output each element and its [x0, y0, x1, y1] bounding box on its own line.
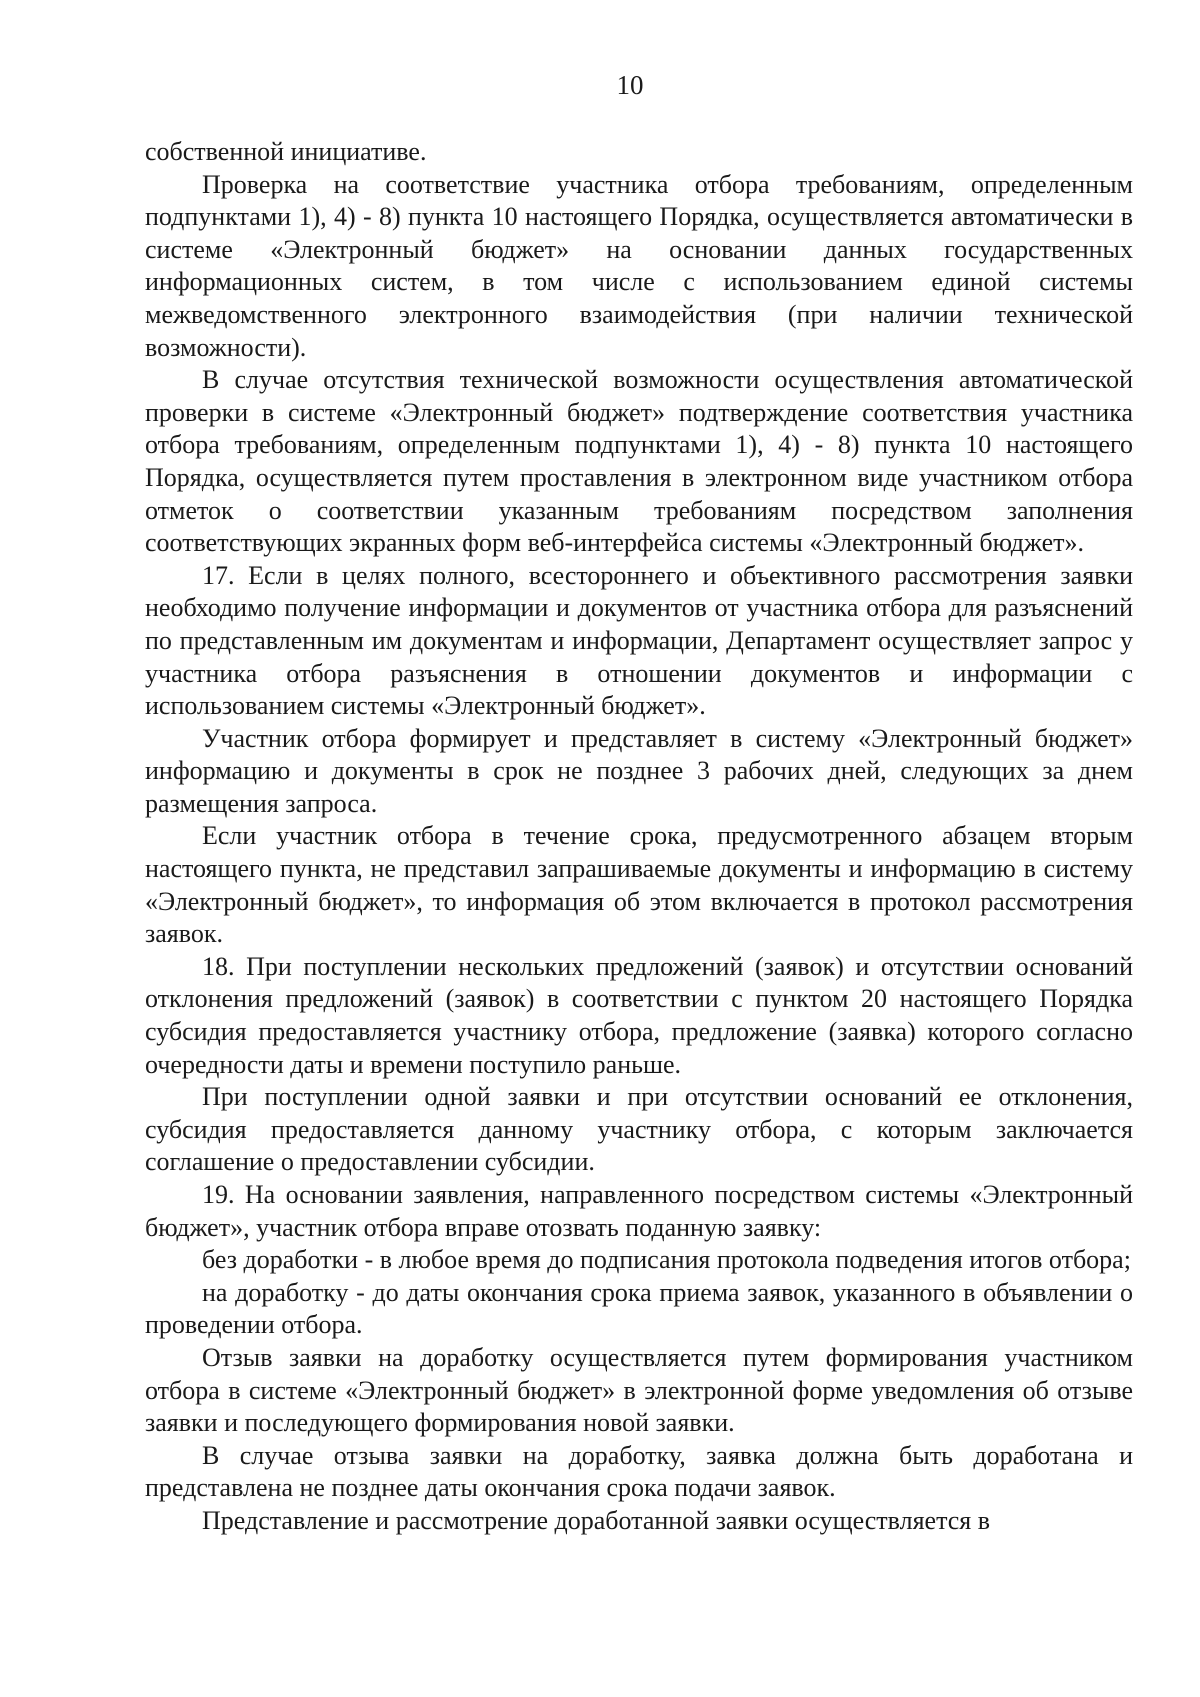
paragraph-continuation: собственной инициативе. — [145, 137, 427, 166]
paragraph: без доработки - в любое время до подписания протокола подведения итогов отбора; — [202, 1245, 1131, 1275]
paragraph: на доработку - до даты окончания срока приема заявок, указанного в объявлении о проведении отбора. — [145, 1277, 1133, 1340]
paragraph: Участник отбора формирует и представляет в систему «Электронный бюджет» информацию и документы в срок не позднее 3 рабочих дней, следующих за днем размещения запроса. — [145, 723, 1133, 818]
paragraph: Отзыв заявки на доработку осуществляется путем формирования участником отбора в системе «Электронный бюджет» в электронной форме уведомления об отзыве заявки и последующего формирования новой заявки. — [145, 1342, 1133, 1438]
paragraph: Если участник отбора в течение срока, предусмотренного абзацем вторым настоящего пункта, не представил запрашиваемые документы и информацию в систему «Электронный бюджет», то информация об этом включается в протокол рассмотрения заявок. — [145, 821, 1133, 949]
paragraph: Представление и рассмотрение доработанной заявки осуществляется в — [202, 1505, 991, 1535]
paragraph: При поступлении одной заявки и при отсутствии оснований ее отклонения, субсидия предоставляется данному участнику отбора, с которым заключается соглашение о предоставлении субсидии. — [145, 1082, 1133, 1177]
document-body — [145, 136, 1133, 1538]
paragraph: В случае отзыва заявки на доработку, заявка должна быть доработана и представлена не позднее даты окончания срока подачи заявок. — [145, 1440, 1133, 1503]
paragraph: В случае отсутствия технической возможности осуществления автоматической проверки в системе «Электронный бюджет» подтверждение соответствия участника отбора требованиям, определенным подпунктами 1), 4) - 8) пункта 10 настоящего Порядка, осуществляется путем проставления в электронном виде участником отбора отметок о соответствии указанным требованиям посредством заполнения соответствующих экранных форм веб-интерфейса системы «Электронный бюджет». — [145, 365, 1133, 558]
paragraph: Проверка на соответствие участника отбора требованиям, определенным подпунктами 1), 4) - 8) пункта 10 настоящего Порядка, осуществляется автоматически в системе «Электронный бюджет» на основании данных государственных информационных систем, в том числе с использованием единой системы межведомственного электронного взаимодействия (при наличии технической возможности). — [145, 169, 1133, 362]
paragraph-clause-18: 18. При поступлении нескольких предложений (заявок) и отсутствии оснований отклонения предложений (заявок) в соответствии с пунктом 20 настоящего Порядка субсидия предоставляется участнику отбора, предложение (заявка) которого согласно очередности даты и времени поступило раньше. — [145, 951, 1133, 1079]
paragraph-clause-17: 17. Если в целях полного, всестороннего и объективного рассмотрения заявки необходимо получение информации и документов от участника отбора для разъяснений по представленным им документам и информации, Департамент осуществляет запрос у участника отбора разъяснения в отношении документов и информации с использованием системы «Электронный бюджет». — [145, 560, 1133, 721]
paragraph-clause-19: 19. На основании заявления, направленного посредством системы «Электронный бюджет», участник отбора вправе отозвать поданную заявку: — [145, 1180, 1133, 1242]
page-number: 10 — [616, 70, 644, 100]
